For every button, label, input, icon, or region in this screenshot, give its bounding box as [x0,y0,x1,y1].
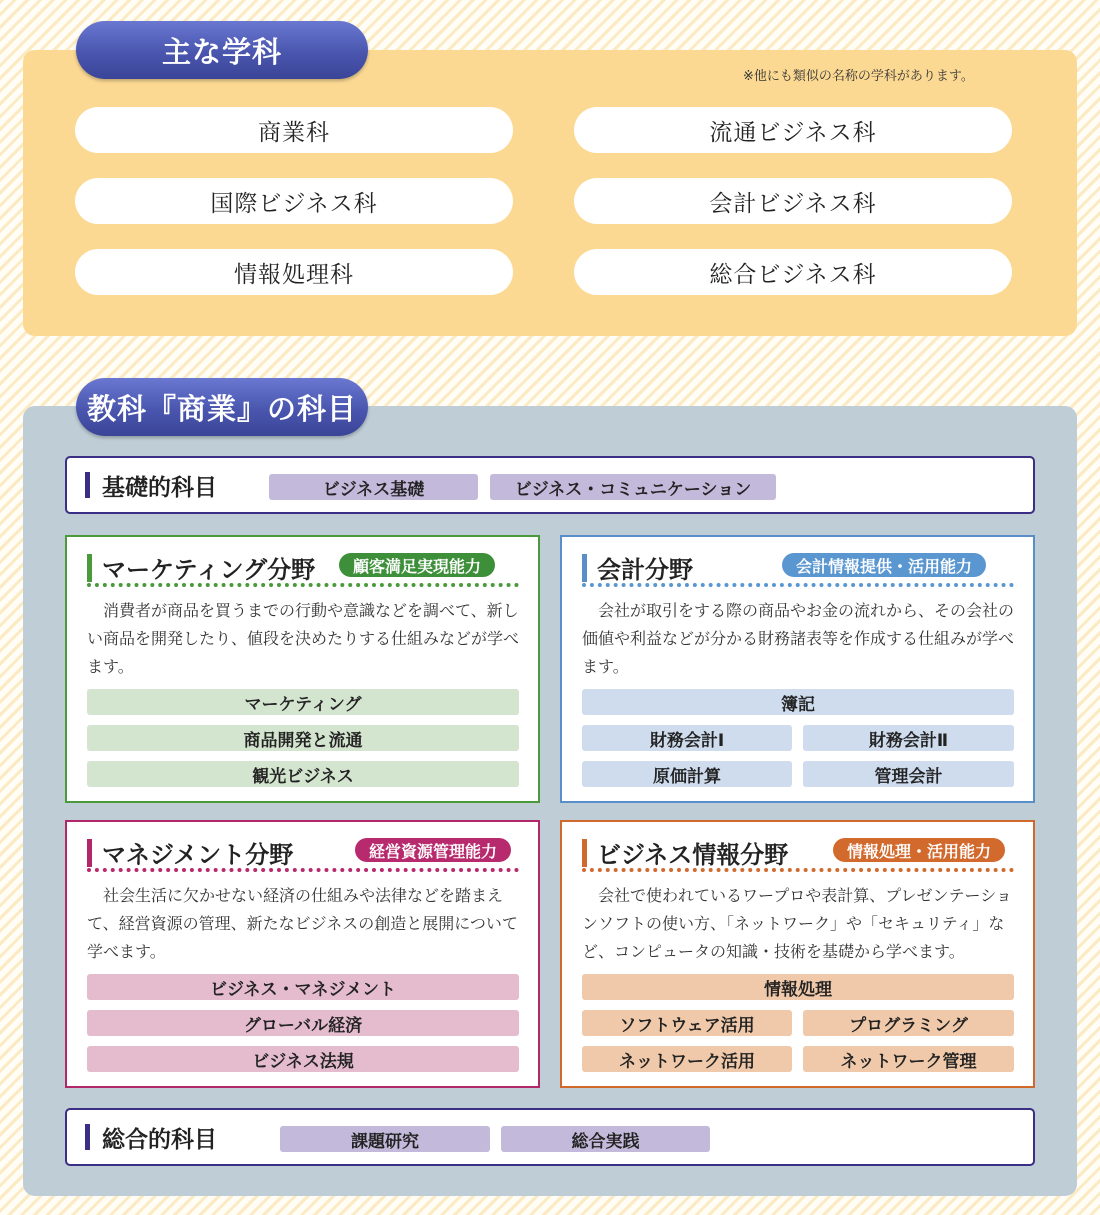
subject-bookkeeping: 簿記 [582,689,1014,715]
subject-financial-accounting-1: 財務会計Ⅰ [582,725,792,751]
marketing-divider [87,583,519,587]
subject-network-utilization: ネットワーク活用 [582,1046,792,1072]
subject-integrated-practice: 総合実践 [501,1126,710,1152]
department-international-business: 国際ビジネス科 [75,178,513,224]
integrated-subjects-box [65,1108,1035,1166]
subject-marketing: マーケティング [87,689,519,715]
department-accounting-business: 会計ビジネス科 [574,178,1012,224]
accounting-divider [582,583,1014,587]
management-badge: 経営資源管理能力 [355,838,511,862]
basic-subjects-box [65,456,1035,514]
marketing-field-box [65,535,540,803]
subject-management-accounting: 管理会計 [803,761,1014,787]
marketing-badge: 顧客満足実現能力 [339,553,495,577]
subject-business-communication: ビジネス・コミュニケーション [490,474,776,500]
business-information-description: 会社で使われているワープロや表計算、プレゼンテーションソフトの使い方、「ネットワーク」や「セキュリティ」など、コンピュータの知識・技術を基礎から学べます。 [582,886,1012,961]
management-description: 社会生活に欠かせない経済の仕組みや法律などを踏まえて、経営資源の管理、新たなビジネスの創造と展開について学べます。 [87,886,518,961]
subject-financial-accounting-2: 財務会計Ⅱ [803,725,1014,751]
basic-subjects-heading: 基礎的科目 [85,468,217,502]
subject-business-law: ビジネス法規 [87,1046,519,1072]
subject-global-economy: グローバル経済 [87,1010,519,1036]
marketing-heading: マーケティング分野 [87,550,315,585]
management-field-box [65,820,540,1088]
accounting-badge: 会計情報提供・活用能力 [782,553,986,577]
subject-software-utilization: ソフトウェア活用 [582,1010,792,1036]
subject-business-basics: ビジネス基礎 [269,474,478,500]
business-information-heading: ビジネス情報分野 [582,835,788,870]
marketing-description: 消費者が商品を買うまでの行動や意識などを調べて、新しい商品を開発したり、値段を決めたりする仕組みなどが学べます。 [87,601,520,676]
subject-business-management: ビジネス・マネジメント [87,974,519,1000]
accounting-heading: 会計分野 [582,550,693,585]
subject-tourism-business: 観光ビジネス [87,761,519,787]
department-distribution-business: 流通ビジネス科 [574,107,1012,153]
department-commerce: 商業科 [75,107,513,153]
note-text: ※他にも類似の名称の学科があります。 [743,69,974,84]
commerce-subjects-title: 教科『商業』の科目 [76,378,368,436]
integrated-subjects-heading: 総合的科目 [85,1120,217,1154]
subject-research-project: 課題研究 [280,1126,490,1152]
subject-network-management: ネットワーク管理 [803,1046,1014,1072]
subject-programming: プログラミング [803,1010,1014,1036]
management-heading: マネジメント分野 [87,835,293,870]
subject-information-processing: 情報処理 [582,974,1014,1000]
department-general-business: 総合ビジネス科 [574,249,1012,295]
management-divider [87,868,519,872]
subject-product-development: 商品開発と流通 [87,725,519,751]
main-departments-title: 主な学科 [76,21,368,79]
business-information-divider [582,868,1014,872]
department-information-processing: 情報処理科 [75,249,513,295]
accounting-field-box [560,535,1035,803]
business-information-field-box [560,820,1035,1088]
accounting-description: 会社が取引をする際の商品やお金の流れから、その会社の価値や利益などが分かる財務諸表等を作成する仕組みが学べます。 [582,601,1015,676]
subject-cost-accounting: 原価計算 [582,761,792,787]
business-information-badge: 情報処理・活用能力 [833,838,1005,862]
